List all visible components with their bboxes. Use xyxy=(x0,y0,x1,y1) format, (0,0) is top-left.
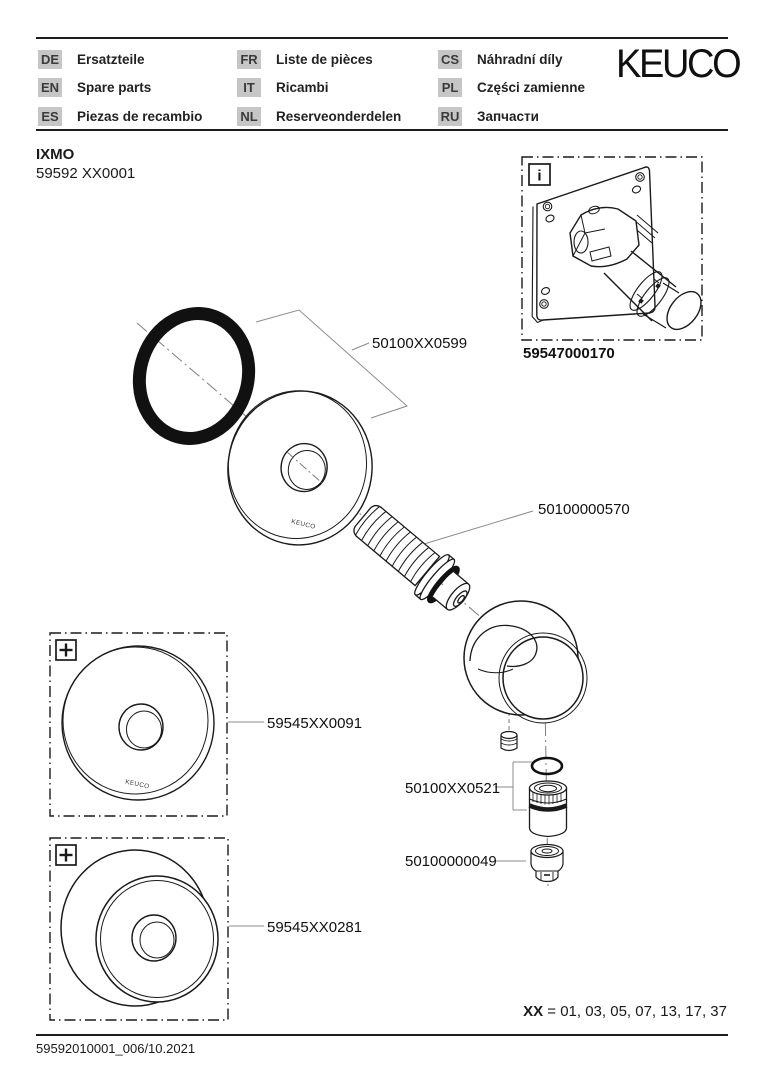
lang-code-badge: FR xyxy=(237,50,261,69)
variant-values: = 01, 03, 05, 07, 13, 17, 37 xyxy=(543,1003,727,1020)
threaded-extension xyxy=(346,497,480,621)
lang-label: Liste de pièces xyxy=(276,52,373,67)
lang-label: Ersatzteile xyxy=(77,52,145,67)
part-label-cartridge: 50100XX0521 xyxy=(405,780,501,797)
part-label-oring: 50100XX0599 xyxy=(372,335,468,352)
lang-code-badge: PL xyxy=(438,78,462,97)
plus-icon xyxy=(56,640,76,660)
part-label-escutcheon-deep: 59545XX0281 xyxy=(267,919,363,936)
escutcheon-deep xyxy=(61,850,218,1006)
check-valve-insert xyxy=(531,845,563,882)
plus-icon xyxy=(56,845,76,865)
lang-label: Spare parts xyxy=(77,80,152,95)
svg-text:i: i xyxy=(537,167,542,185)
lang-label: Piezas de recambio xyxy=(77,109,203,124)
lang-code-badge: IT xyxy=(237,78,261,97)
document-number: 59592010001_006/10.2021 xyxy=(36,1041,196,1056)
keuco-logo: KEUCO xyxy=(616,42,740,86)
lang-code-badge: NL xyxy=(237,107,261,126)
lang-label: Ricambi xyxy=(276,80,329,95)
lang-code-badge: DE xyxy=(38,50,62,69)
lang-label: Запчасти xyxy=(477,109,539,124)
lang-code-badge: RU xyxy=(438,107,462,126)
part-label-concealed-unit: 59547000170 xyxy=(523,345,615,362)
variant-prefix: XX xyxy=(523,1003,544,1020)
brand-marking: KEUCO xyxy=(124,778,151,791)
escutcheon-standard xyxy=(62,646,214,800)
part-label-escutcheon-standard: 59545XX0091 xyxy=(267,715,363,732)
grub-screw xyxy=(501,732,517,751)
part-label-check-valve: 50100000049 xyxy=(405,853,497,870)
product-number: 59592 XX0001 xyxy=(36,165,136,182)
lang-code-badge: ES xyxy=(38,107,62,126)
cartridge-oring xyxy=(532,758,562,774)
part-label-extension: 50100000570 xyxy=(538,501,630,518)
brand-marking: KEUCO xyxy=(290,518,317,531)
variant-codes-note xyxy=(380,1003,727,1020)
cartridge xyxy=(530,781,567,837)
info-icon xyxy=(529,164,550,185)
concealed-unit-drawing xyxy=(532,167,708,336)
handle-knob xyxy=(464,601,587,723)
product-series: IXMO xyxy=(36,146,75,163)
lang-label: Części zamienne xyxy=(477,80,586,95)
lang-code-badge: CS xyxy=(438,50,462,69)
lang-label: Reserveonderdelen xyxy=(276,109,402,124)
lang-label: Náhradní díly xyxy=(477,52,563,67)
lang-code-badge: EN xyxy=(38,78,62,97)
